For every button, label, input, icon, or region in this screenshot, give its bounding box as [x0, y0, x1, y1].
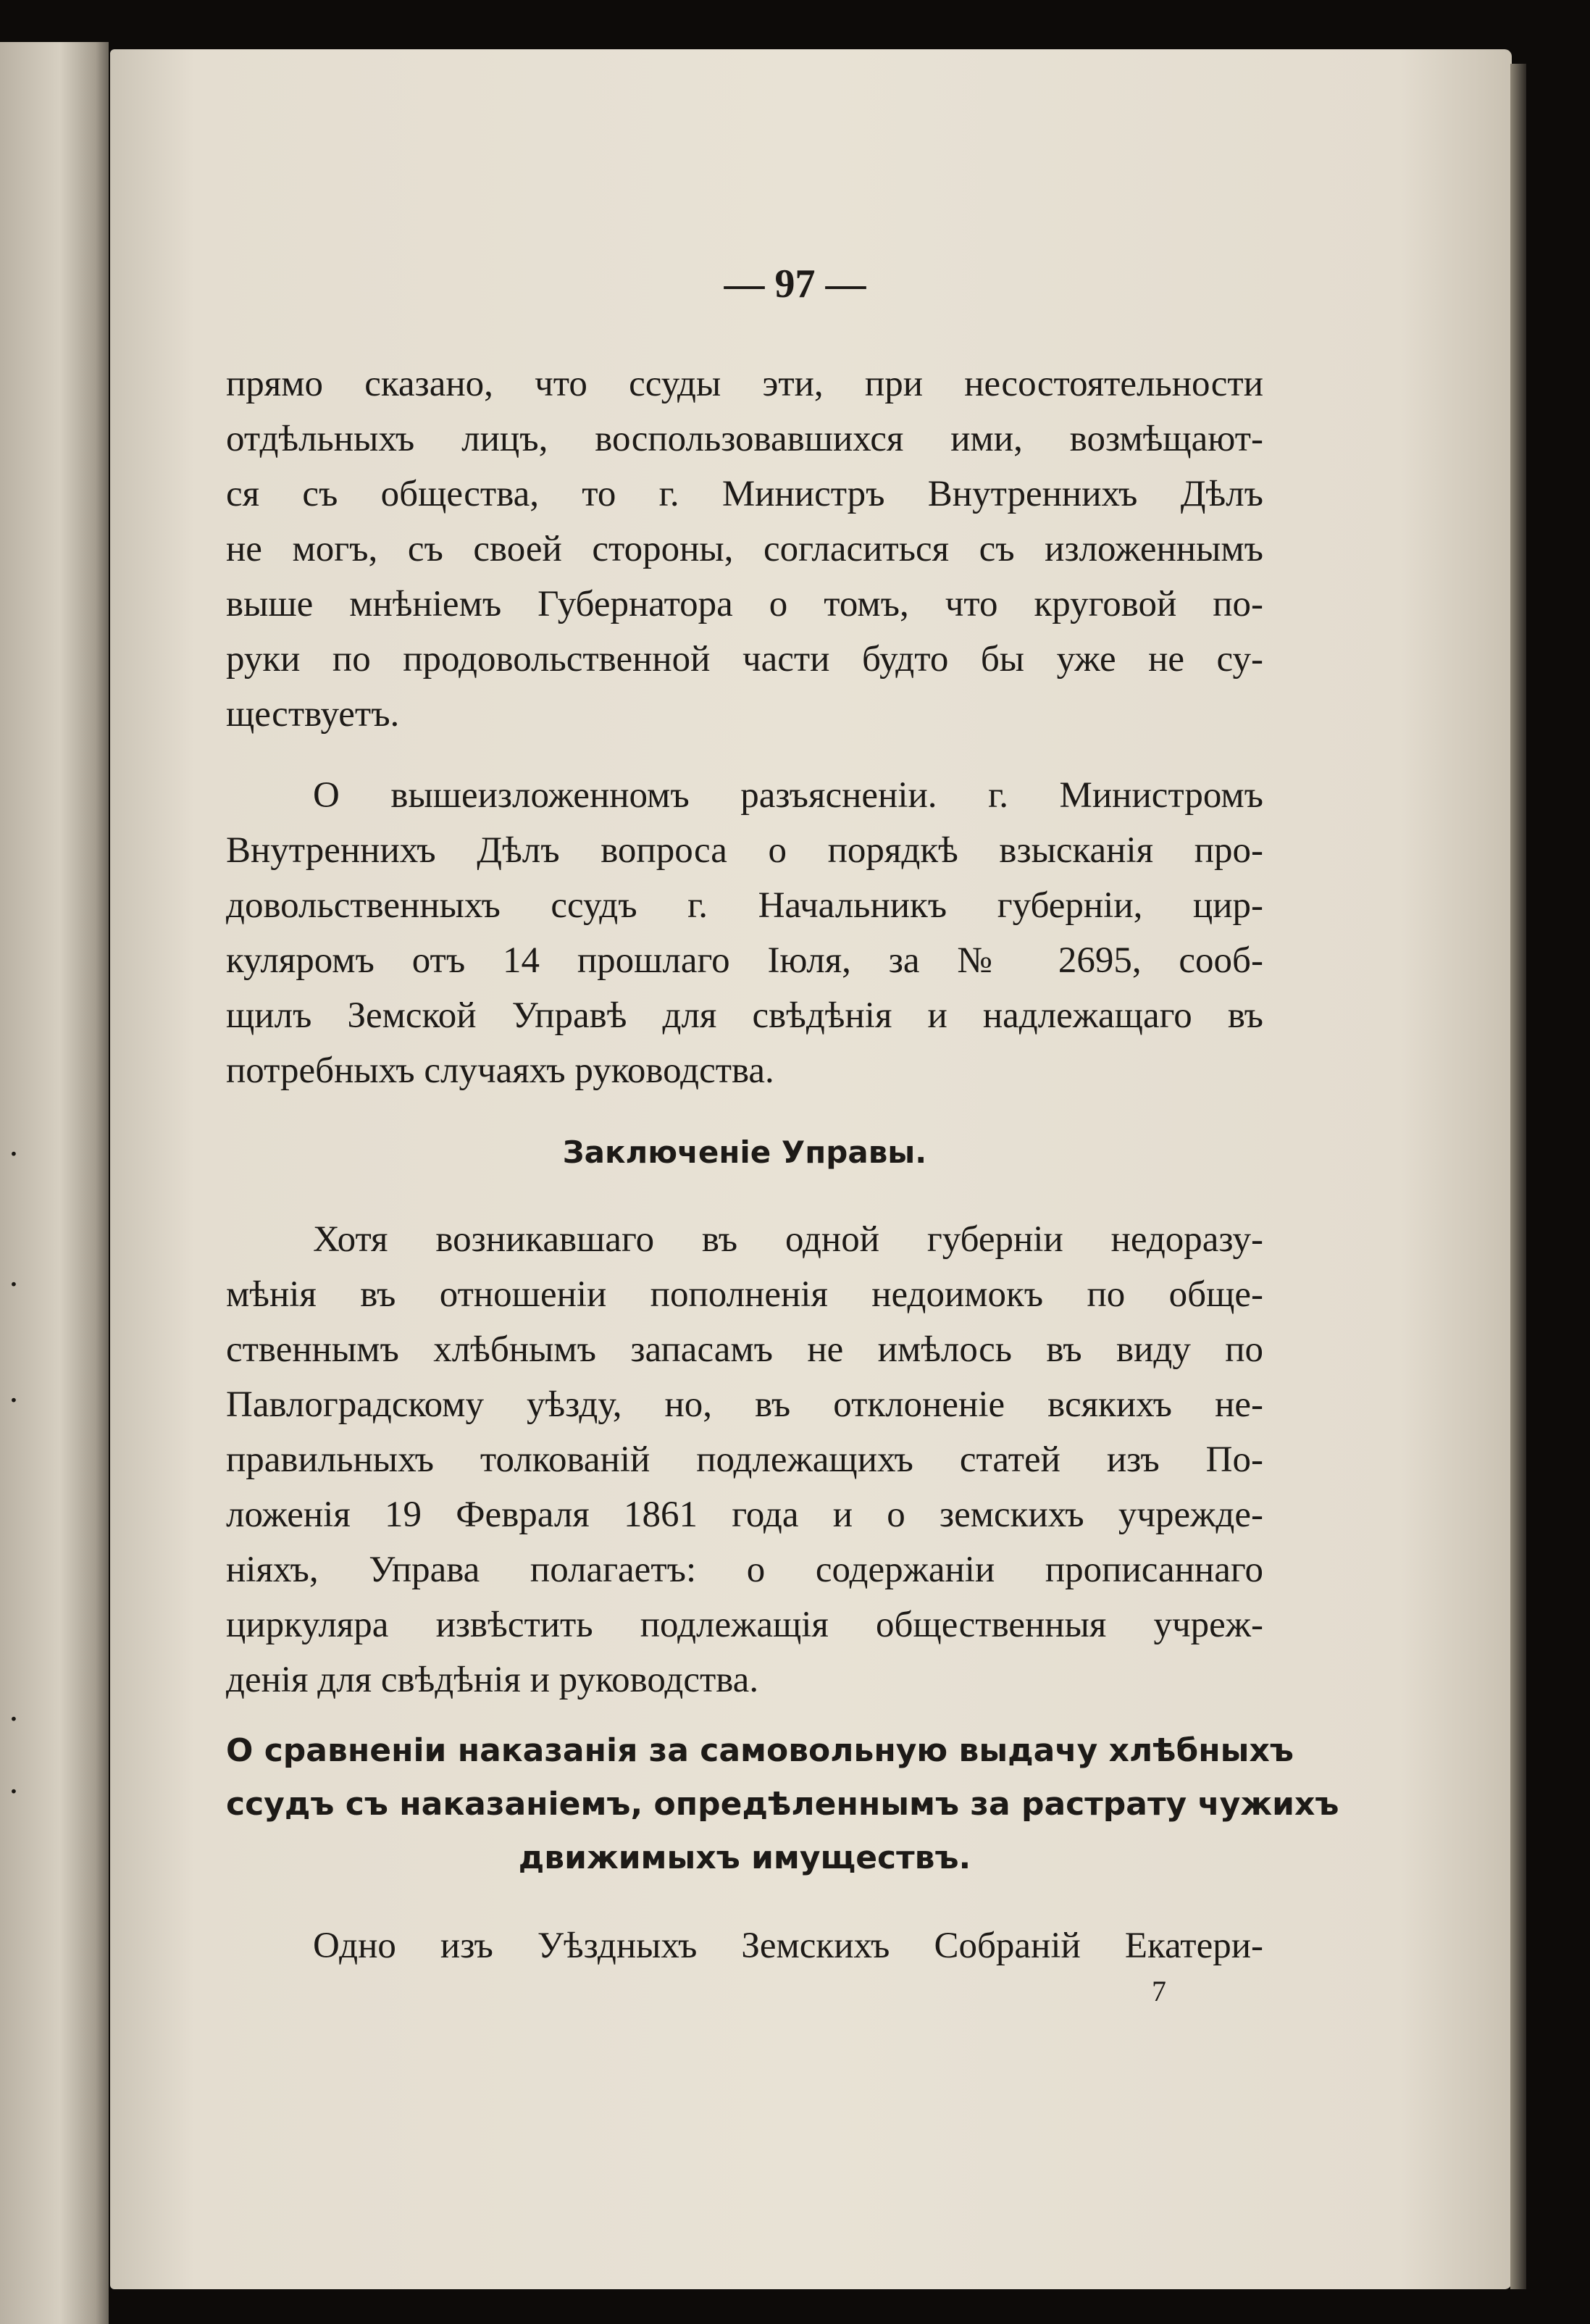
paragraph-2: [226, 768, 1263, 1098]
text-line: щилъ Земской Управѣ для свѣдѣнія и надлежащаго въ: [226, 995, 1263, 1036]
page-number: — 97 —: [724, 262, 866, 306]
text-line: О вышеизложенномъ разъясненіи. г. Министромъ: [313, 775, 1263, 816]
left-facing-page: [0, 42, 109, 2324]
margin-mark: ·: [9, 1136, 19, 1173]
section-heading: Заключеніе Управы.: [562, 1134, 927, 1170]
paragraph-1: [226, 356, 1263, 742]
section-heading-line: О сравненіи наказанія за самовольную выдачу хлѣбныхъ: [226, 1732, 1294, 1769]
text-line: не могъ, съ своей стороны, согласиться съ изложеннымъ: [226, 529, 1263, 569]
text-line: правильныхъ толкованій подлежащихъ статей изъ По-: [226, 1439, 1263, 1480]
signature-mark: 7: [1152, 1975, 1166, 2007]
margin-mark: ·: [9, 1701, 19, 1738]
text-line: циркуляра извѣстить подлежащія общественныя учреж-: [226, 1605, 1263, 1645]
text-line: Павлоградскому уѣзду, но, въ отклоненіе всякихъ не-: [226, 1384, 1263, 1425]
text-line: выше мнѣніемъ Губернатора о томъ, что круговой по-: [226, 584, 1263, 624]
paragraph-4: [226, 1918, 1263, 1973]
text-line: Внутреннихъ Дѣлъ вопроса о порядкѣ взысканія про-: [226, 830, 1263, 871]
section-heading-line: движимыхъ имуществъ.: [518, 1839, 971, 1876]
text-line: прямо сказано, что ссуды эти, при несостоятельности: [226, 364, 1263, 404]
text-line: Одно изъ Уѣздныхъ Земскихъ Собраній Екатери-: [313, 1926, 1263, 1966]
text-line: денія для свѣдѣнія и руководства.: [226, 1660, 759, 1700]
text-line: потребныхъ случаяхъ руководства.: [226, 1050, 774, 1091]
text-line: мѣнія въ отношеніи пополненія недоимокъ по обще-: [226, 1274, 1263, 1315]
text-line: довольственныхъ ссудъ г. Начальникъ губерніи, цир-: [226, 885, 1263, 926]
heading-comparison: [226, 1724, 1339, 1885]
text-line: Хотя возникавшаго въ одной губерніи недоразу-: [313, 1219, 1263, 1260]
section-heading-line: ссудъ съ наказаніемъ, опредѣленнымъ за растрату чужихъ: [226, 1786, 1339, 1823]
text-line: отдѣльныхъ лицъ, воспользовавшихся ими, возмѣщают-: [226, 419, 1263, 459]
heading-conclusion: [226, 1125, 1263, 1180]
margin-mark: ·: [9, 1266, 19, 1303]
text-line: ся съ общества, то г. Министръ Внутреннихъ Дѣлъ: [226, 474, 1263, 514]
paragraph-3: [226, 1212, 1263, 1708]
text-line: ществуетъ.: [226, 694, 400, 735]
margin-mark: ·: [9, 1773, 19, 1810]
margin-mark: ·: [9, 1382, 19, 1419]
text-line: ніяхъ, Управа полагаетъ: о содержаніи прописаннаго: [226, 1550, 1263, 1590]
text-line: куляромъ отъ 14 прошлаго Іюля, за № 2695, сооб-: [226, 940, 1263, 981]
text-line: руки по продовольственной части будто бы уже не су-: [226, 639, 1263, 680]
text-line: ственнымъ хлѣбнымъ запасамъ не имѣлось въ виду по: [226, 1329, 1263, 1370]
page-edge: [1510, 64, 1526, 2289]
text-line: ложенія 19 Февраля 1861 года и о земскихъ учрежде-: [226, 1495, 1263, 1535]
